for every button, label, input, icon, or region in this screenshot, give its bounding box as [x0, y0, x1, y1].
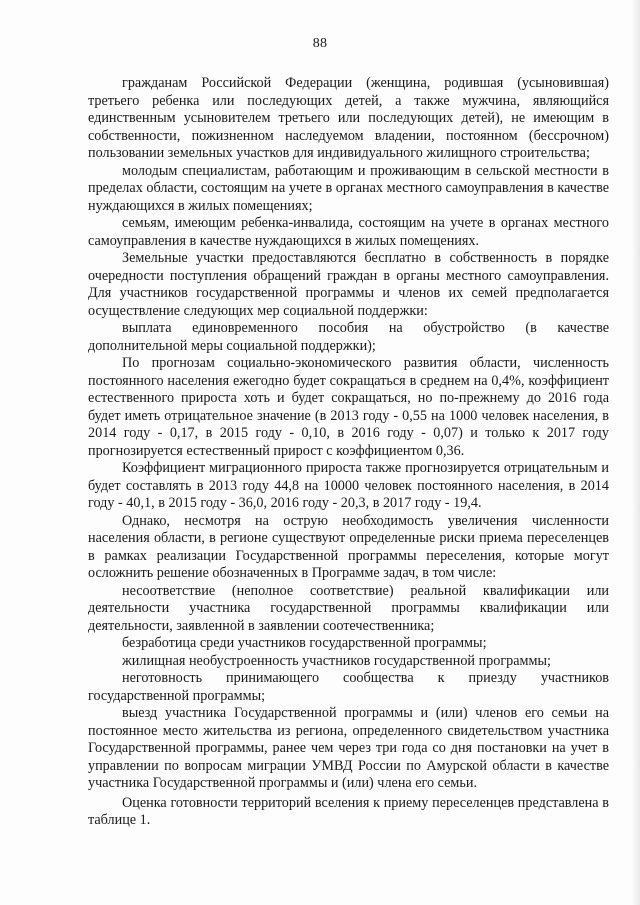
paragraph-large-families: гражданам Российской Федерации (женщина, родившая (усыновившая) третьего ребенка или последующих детей, а также мужчина, являющийся единственным усыновителем третьего или последующих детей), не имеющим в собственности, пожизненном наследуемом владении, постоянном (бессрочном) пользовании земельных участков для индивидуального жилищного строительства; — [88, 75, 609, 161]
document-body — [88, 75, 609, 830]
paragraph-one-time-allowance: выплата единовременного пособия на обустройство (в качестве дополнительной меры социальной поддержки); — [88, 320, 609, 354]
paragraph-migration-coefficient: Коэффициент миграционного прироста также прогнозируется отрицательным и будет составлять в 2013 году 44,8 на 10000 человек постоянного населения, в 2014 году - 40,1, в 2015 году - 36,0, 2016 году - 20,3, в 2017 году - 19,4. — [88, 460, 609, 511]
paragraph-population-forecast: По прогнозам социально-экономического развития области, численность постоянного населения ежегодно будет сокращаться в среднем на 0,4%, коэффициент естественного прироста хоть и будет сокращаться, но по-прежнему до 2016 года будет иметь отрицательное значение (в 2013 году - 0,55 на 1000 человек населения, в 2014 году - 0,17, в 2015 году - 0,10, в 2016 году - 0,07) и только к 2017 году прогнозируется естественный прирост с коэффициентом 0,36. — [88, 355, 609, 459]
paragraph-risk-qualification: несоответствие (неполное соответствие) реальной квалификации или деятельности участника государственной программы квалификации или деятельности, заявленной в заявлении соотечественника; — [88, 582, 609, 634]
paragraph-land-plots: Земельные участки предоставляются бесплатно в собственность в порядке очередности поступления обращений граждан в органы местного самоуправления. Для участников государственной программы и членов их семей предполагается осуществление следующих мер социальной поддержки: — [88, 250, 609, 319]
page-number: 88 — [312, 36, 328, 51]
paragraph-risk-housing: жилищная необустроенность участников государственной программы; — [122, 652, 551, 669]
paragraph-young-specialists: молодым специалистам, работающим и проживающим в сельской местности в пределах области, состоящим на учете в органах местного самоуправления в качестве нуждающихся в жилых помещениях; — [88, 162, 609, 214]
paragraph-resettlement-risks: Однако, несмотря на острую необходимость увеличения численности населения области, в регионе существуют определенные риски приема переселенцев в рамках реализации Государственной программы переселения, которые могут осложнить решение обозначенных в Программе задач, в том числе: — [88, 512, 609, 581]
paragraph-table-reference: Оценка готовности территорий вселения к приему переселенцев представлена в таблице 1. — [88, 794, 609, 828]
scan-edge-shadow — [632, 0, 640, 905]
paragraph-risk-departure: выезд участника Государственной программы и (или) членов его семьи на постоянное место жительства из региона, определенного свидетельством участника Государственной программы, ранее чем через три года со дня постановки на учет в управлении по вопросам миграции УМВД России по Амурской области в качестве участника Государственной программы и (или) члена его семьи. — [88, 705, 609, 791]
paragraph-risk-community: неготовность принимающего сообщества к приезду участников государственной программы; — [88, 670, 609, 704]
paragraph-disabled-child-families: семьям, имеющим ребенка-инвалида, состоящим на учете в органах местного самоуправления в качестве нуждающихся в жилых помещениях. — [88, 215, 609, 249]
paragraph-risk-unemployment: безработица среди участников государственной программы; — [122, 635, 487, 651]
